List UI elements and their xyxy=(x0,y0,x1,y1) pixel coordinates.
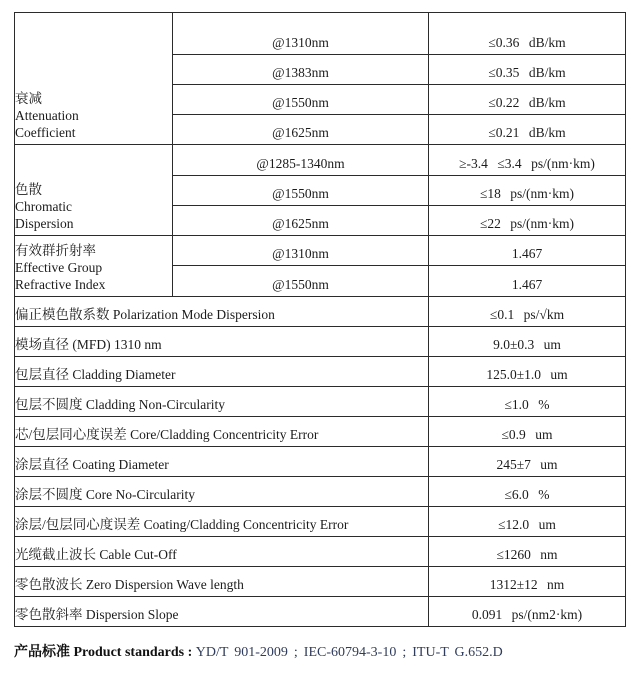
parameter-label: 光缆截止波长 Cable Cut-Off xyxy=(15,537,429,567)
table-row xyxy=(15,327,626,357)
table-row xyxy=(15,477,626,507)
group-label-en-line1: Attenuation xyxy=(15,108,79,123)
group-label-zh: 色散 xyxy=(15,182,42,197)
spec-sheet-page xyxy=(0,12,639,678)
product-standards-label: 产品标准 Product standards : xyxy=(14,645,193,660)
parameter-label: 涂层/包层同心度误差 Coating/Cladding Concentricity Error xyxy=(15,507,429,537)
group-label-attenuation xyxy=(15,13,173,145)
value-cell: ≤0.36 dB/km xyxy=(429,13,626,55)
value-cell: 125.0±1.0 um xyxy=(429,357,626,387)
parameter-label: 模场直径 (MFD) 1310 nm xyxy=(15,327,429,357)
value-cell: ≤0.1 ps/√km xyxy=(429,297,626,327)
table-row xyxy=(15,507,626,537)
table-row xyxy=(15,597,626,627)
value-cell: ≤0.35 dB/km xyxy=(429,55,626,85)
fiber-spec-table xyxy=(14,12,626,627)
value-cell: ≤0.22 dB/km xyxy=(429,85,626,115)
table-row xyxy=(15,567,626,597)
condition-cell: @1625nm xyxy=(173,206,429,236)
value-cell: 1.467 xyxy=(429,236,626,266)
value-cell: ≤12.0 um xyxy=(429,507,626,537)
condition-cell: @1285-1340nm xyxy=(173,145,429,176)
value-cell: 1312±12 nm xyxy=(429,567,626,597)
table-row xyxy=(15,357,626,387)
table-row xyxy=(15,297,626,327)
table-row xyxy=(15,417,626,447)
value-cell: 245±7 um xyxy=(429,447,626,477)
parameter-label: 包层不圆度 Cladding Non-Circularity xyxy=(15,387,429,417)
condition-cell: @1625nm xyxy=(173,115,429,145)
value-cell: ≥-3.4 ≤3.4 ps/(nm·km) xyxy=(429,145,626,176)
group-label-en-line1: Chromatic xyxy=(15,199,72,214)
condition-cell: @1550nm xyxy=(173,266,429,297)
value-cell: ≤6.0 % xyxy=(429,477,626,507)
parameter-label: 芯/包层同心度误差 Core/Cladding Concentricity Error xyxy=(15,417,429,447)
value-cell: ≤1260 nm xyxy=(429,537,626,567)
value-cell: 1.467 xyxy=(429,266,626,297)
group-label-chromatic-dispersion xyxy=(15,145,173,236)
parameter-label: 包层直径 Cladding Diameter xyxy=(15,357,429,387)
group-label-zh: 衰减 xyxy=(15,91,42,106)
product-standards-line xyxy=(14,641,639,661)
table-row xyxy=(15,13,626,55)
group-label-en-line2: Refractive Index xyxy=(15,277,106,292)
product-standards-value: YD/T 901-2009 ; IEC-60794-3-10 ; ITU-T G.652.D xyxy=(195,645,503,660)
condition-cell: @1310nm xyxy=(173,13,429,55)
value-cell: ≤18 ps/(nm·km) xyxy=(429,176,626,206)
parameter-label: 涂层不圆度 Core No-Circularity xyxy=(15,477,429,507)
table-row xyxy=(15,387,626,417)
value-cell: ≤0.21 dB/km xyxy=(429,115,626,145)
table-row xyxy=(15,145,626,176)
group-label-effective-group-index xyxy=(15,236,173,297)
value-cell: 0.091 ps/(nm2·km) xyxy=(429,597,626,627)
parameter-label: 偏正模色散系数 Polarization Mode Dispersion xyxy=(15,297,429,327)
table-row xyxy=(15,537,626,567)
condition-cell: @1550nm xyxy=(173,176,429,206)
group-label-en-line2: Coefficient xyxy=(15,125,76,140)
table-row xyxy=(15,447,626,477)
group-label-zh: 有效群折射率 xyxy=(15,243,96,258)
parameter-label: 零色散斜率 Dispersion Slope xyxy=(15,597,429,627)
condition-cell: @1310nm xyxy=(173,236,429,266)
condition-cell: @1383nm xyxy=(173,55,429,85)
parameter-label: 零色散波长 Zero Dispersion Wave length xyxy=(15,567,429,597)
group-label-en-line1: Effective Group xyxy=(15,260,103,275)
value-cell: ≤0.9 um xyxy=(429,417,626,447)
value-cell: ≤22 ps/(nm·km) xyxy=(429,206,626,236)
group-label-en-line2: Dispersion xyxy=(15,216,74,231)
condition-cell: @1550nm xyxy=(173,85,429,115)
value-cell: 9.0±0.3 um xyxy=(429,327,626,357)
table-row xyxy=(15,236,626,266)
parameter-label: 涂层直径 Coating Diameter xyxy=(15,447,429,477)
value-cell: ≤1.0 % xyxy=(429,387,626,417)
